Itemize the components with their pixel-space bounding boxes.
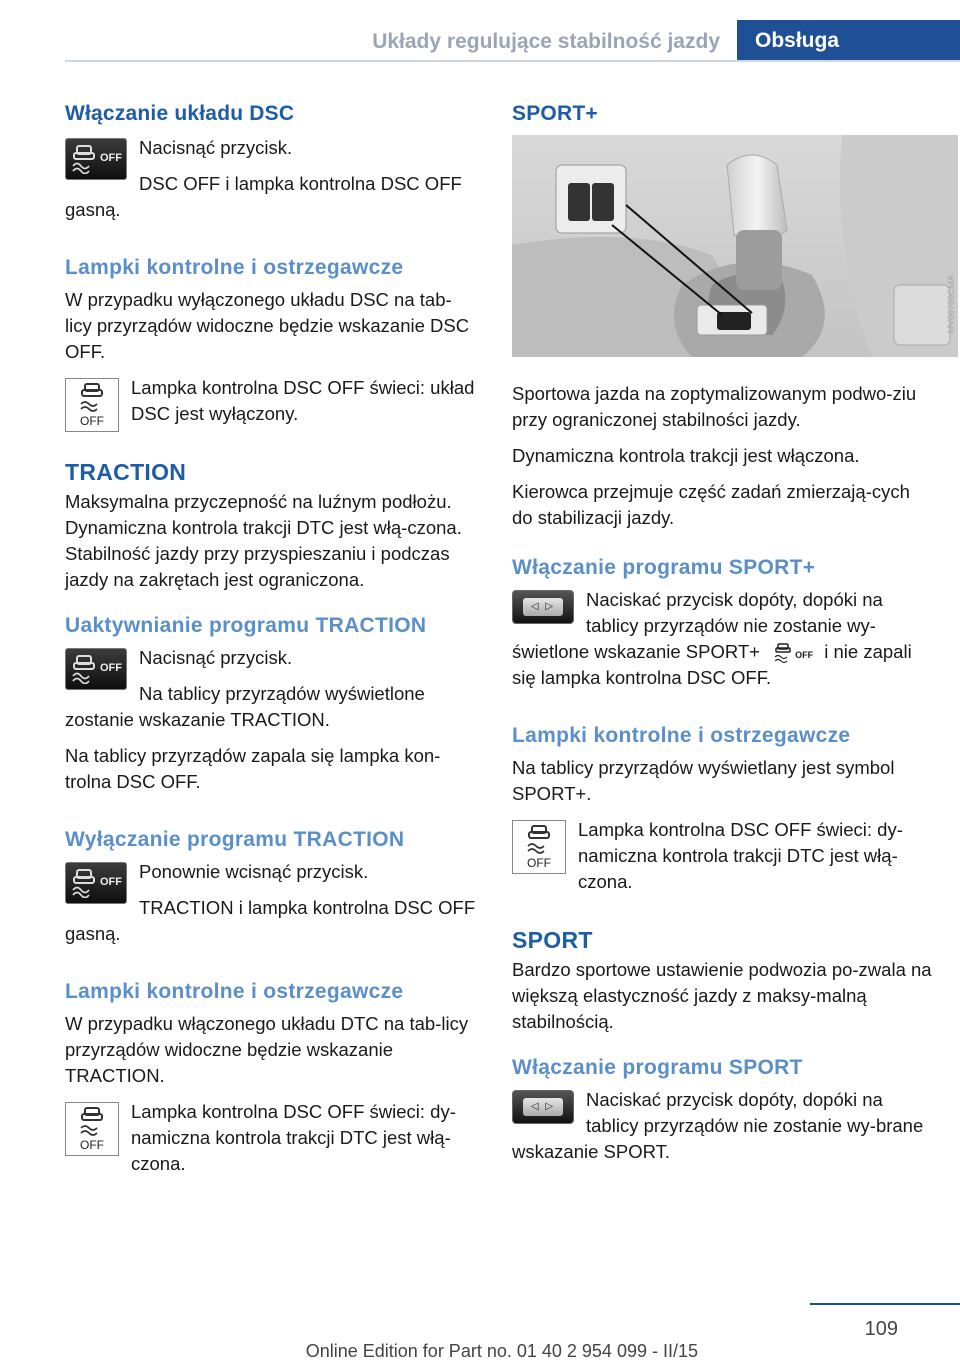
header-tab — [737, 20, 960, 62]
dsc-off-button-icon — [65, 648, 127, 690]
dsc-off-indicator-icon — [771, 642, 813, 664]
header-tab-label: Obsługa — [755, 29, 840, 52]
sport-on-heading: Włączanie programu SPORT — [512, 1056, 803, 1079]
header-section-title: Układy regulujące stabilność jazdy — [372, 30, 720, 53]
traction-activate-step2: Na tablicy przyrządów wyświetlone zostanie wskazanie TRACTION. — [65, 683, 425, 730]
lamp-off-label: OFF — [80, 414, 104, 428]
traction-text: Maksymalna przyczepność na luźnym podłożu. Dynamiczna kontrola trakcji DTC jest włą-czona. Stabilność jazdy przy przyspieszaniu i podczas jazdy na zakrętach jest ograniczona. — [65, 491, 462, 590]
dsc-off-button-icon — [65, 862, 127, 904]
sport-text: Bardzo sportowe ustawienie podwozia po-zwala na większą elastyczność jazdy z maksy-malną stabilnością. — [512, 959, 932, 1032]
page-number: 109 — [864, 1318, 898, 1340]
dsc-on-step2: DSC OFF i lampka kontrolna DSC OFF gasną. — [65, 173, 462, 220]
photo-code: MV09780CMA — [946, 275, 956, 334]
traction-heading: TRACTION — [65, 459, 187, 485]
traction-activate-step3: Na tablicy przyrządów zapala się lampka kon-trolna DSC OFF. — [65, 745, 441, 792]
traction-activate-heading: Uaktywnianie programu TRACTION — [65, 614, 427, 637]
dsc-on-heading: Włączanie układu DSC — [65, 102, 295, 125]
dsc-on-step1: Nacisnąć przycisk. — [139, 137, 293, 158]
lamps2-lamp-text: Lampka kontrolna DSC OFF świeci: dy-namiczna kontrola trakcji DTC jest włą-czona. — [131, 1101, 456, 1174]
traction-deactivate-step1: Ponownie wcisnąć przycisk. — [139, 861, 369, 882]
dsc-off-lamp-icon — [65, 378, 119, 432]
right-column — [512, 100, 956, 1175]
sport-heading: SPORT — [512, 927, 593, 953]
header-rule — [65, 60, 960, 62]
dsc-off-button-label: OFF — [100, 662, 122, 674]
lamps1-heading: Lampki kontrolne i ostrzegawcze — [65, 256, 404, 279]
sportplus-heading: SPORT+ — [512, 102, 598, 125]
left-column — [65, 100, 478, 1187]
sportplus-on-text — [512, 587, 932, 691]
dsc-off-lamp-icon — [65, 1102, 119, 1156]
lamps1-lamp-text: Lampka kontrolna DSC OFF świeci: układ DSC jest wyłączony. — [131, 377, 475, 424]
indicator-off-label: OFF — [795, 650, 814, 661]
lamps3-text: Na tablicy przyrządów wyświetlany jest symbol SPORT+. — [512, 757, 895, 804]
lamps3-lamp-text: Lampka kontrolna DSC OFF świeci: dy-namiczna kontrola trakcji DTC jest włą-czona. — [578, 819, 903, 892]
lamp-off-label: OFF — [527, 856, 551, 870]
mode-rocker-switch-icon — [512, 590, 574, 624]
dsc-off-button-icon — [65, 138, 127, 180]
edition-note: Online Edition for Part no. 01 40 2 954 099 - II/15 — [305, 1341, 698, 1361]
dsc-off-lamp-icon — [512, 820, 566, 874]
rocker-arrows: ◁ ▷ — [523, 1098, 563, 1116]
mode-rocker-switch-icon — [512, 1090, 574, 1124]
sportplus-text1: Sportowa jazda na zoptymalizowanym podwo-ziu przy ograniczonej stabilności jazdy. — [512, 383, 917, 430]
lamps3-heading: Lampki kontrolne i ostrzegawcze — [512, 724, 851, 747]
dsc-off-button-label: OFF — [100, 876, 122, 888]
sport-on-text: Naciskać przycisk dopóty, dopóki na tablicy przyrządów nie zostanie wy-brane wskazanie SPORT. — [512, 1089, 924, 1162]
traction-deactivate-heading: Wyłączanie programu TRACTION — [65, 828, 405, 851]
sportplus-text3: Kierowca przejmuje część zadań zmierzają-cych do stabilizacji jazdy. — [512, 481, 910, 528]
lamps2-heading: Lampki kontrolne i ostrzegawcze — [65, 980, 404, 1003]
traction-deactivate-step2: TRACTION i lampka kontrolna DSC OFF gasną. — [65, 897, 476, 944]
sportplus-text2: Dynamiczna kontrola trakcji jest włączona. — [512, 445, 860, 466]
sportplus-on-text-a: Naciskać przycisk dopóty, dopóki na tablicy przyrządów nie zostanie wy-świetlone wskazanie SPORT+ — [512, 589, 883, 662]
lamp-off-label: OFF — [80, 1138, 104, 1152]
lamps2-text: W przypadku włączonego układu DTC na tab-licy przyrządów widoczne będzie wskazanie TRACTION. — [65, 1013, 469, 1086]
rocker-arrows: ◁ ▷ — [523, 598, 563, 616]
traction-activate-step1: Nacisnąć przycisk. — [139, 647, 293, 668]
sportplus-on-text-b: i nie zapali się lampka kontrolna DSC OFF. — [512, 641, 912, 688]
footer-rule — [810, 1303, 960, 1305]
gear-selector-photo — [512, 135, 958, 357]
lamps1-text: W przypadku wyłączonego układu DSC na tab-licy przyrządów widoczne będzie wskazanie DSC OFF. — [65, 289, 470, 362]
dsc-off-button-label: OFF — [100, 152, 122, 164]
sportplus-on-heading: Włączanie programu SPORT+ — [512, 556, 816, 579]
